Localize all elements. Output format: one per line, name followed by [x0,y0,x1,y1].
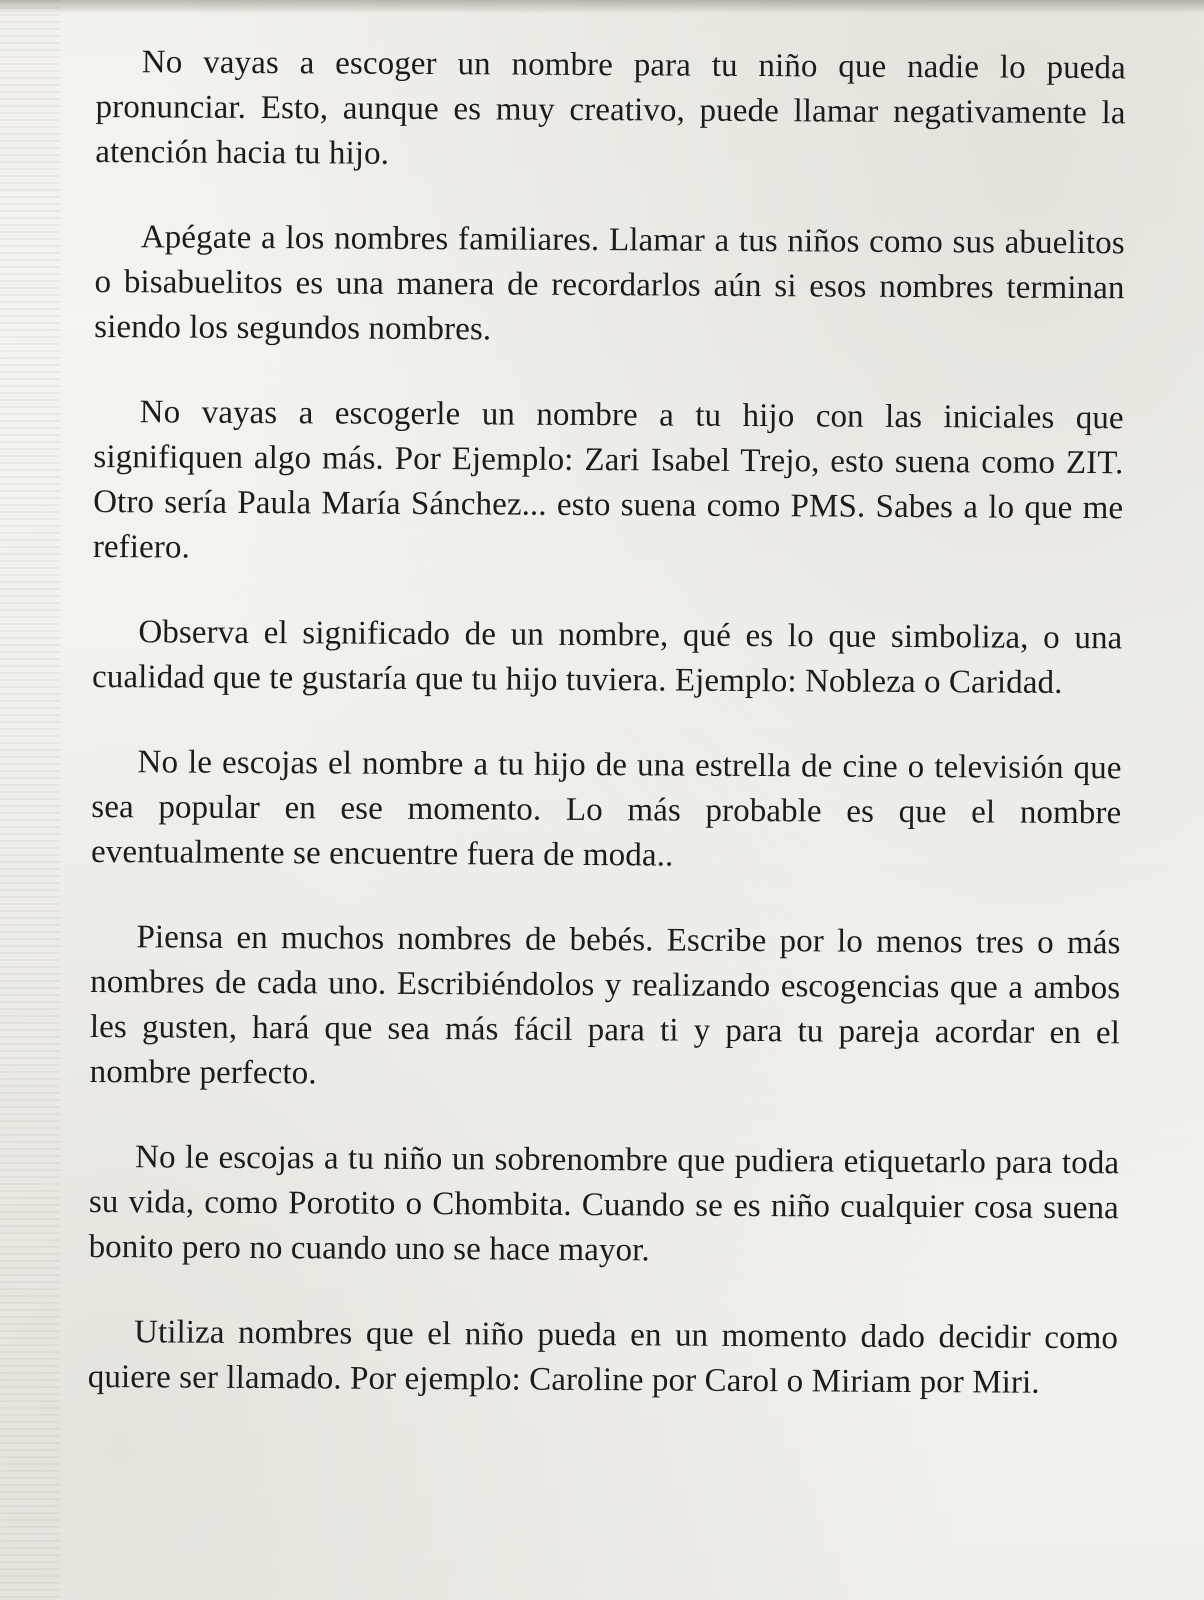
paragraph-4: Observa el significado de un nombre, qué es lo que simboliza, o una cualidad que te gustaría que tu hijo tuviera. Ejemplo: Nobleza o Caridad. [91,614,1123,701]
scan-edge-shadow [0,0,1204,14]
scan-margin-noise [0,0,60,1600]
paragraph-2: Apégate a los nombres familiares. Llamar a tus niños como sus abuelitos o bisabuelitos es una manera de recordarlos aún si esos nombres terminan siendo los segundos nombres. [94,219,1125,348]
paragraph-3: No vayas a escogerle un nombre a tu hijo con las iniciales que signifiquen algo más. Por Ejemplo: Zari Isabel Trejo, esto suena como ZIT. Otro sería Paula María Sánchez... esto suena como PMS. Sabes a lo que me refiero. [92,394,1124,566]
paragraph-8: Utiliza nombres que el niño pueda en un momento dado decidir como quiere ser llamado. Por ejemplo: Caroline por Carol o Miriam por Miri. [87,1314,1119,1401]
paragraph-7: No le escojas a tu niño un sobrenombre que pudiera etiquetarlo para toda su vida, como Porotito o Chombita. Cuando se es niño cualquier cosa suena bonito pero no cuando uno se hace mayor. [88,1139,1120,1269]
paragraph-5: No le escojas el nombre a tu hijo de una estrella de cine o televisión que sea popular en ese momento. Lo más probable es que el nombre eventualmente se encuentre fuera de moda.. [90,744,1122,874]
article-body [87,40,1126,1446]
paragraph-6: Piensa en muchos nombres de bebés. Escribe por lo menos tres o más nombres de cada uno. Escribiéndolos y realizando escogencias que a ambos les gusten, hará que sea más fácil para ti y para tu pareja acordar en el nombre perfecto. [89,919,1121,1092]
paragraph-1: No vayas a escoger un nombre para tu niño que nadie lo pueda pronunciar. Esto, aunque es muy creativo, puede llamar negativamente la atención hacia tu hijo. [95,44,1126,172]
